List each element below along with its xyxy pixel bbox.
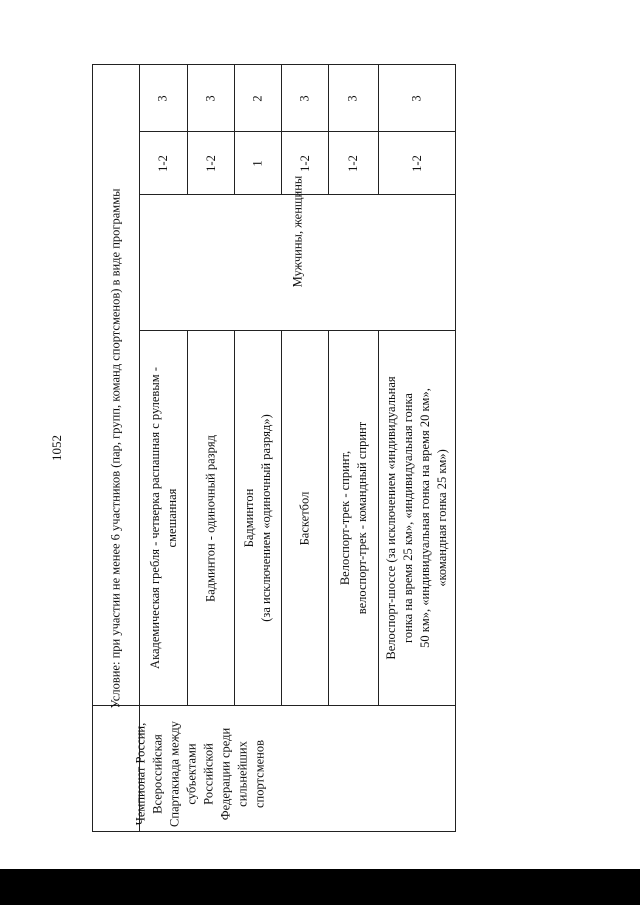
discipline-text-1: Академическая гребля - четверка распашная с рулевым - смешанная (147, 367, 179, 669)
places-row-5 (328, 131, 379, 195)
rank-text-3: 2 (250, 94, 265, 102)
page-number-text: 1052 (49, 435, 64, 461)
competition-cell (133, 705, 456, 832)
discipline-text-2: Бадминтон - одиночный разряд (203, 434, 218, 602)
discipline-row-3 (234, 330, 282, 706)
discipline-row-1 (139, 330, 188, 706)
places-text-3: 1 (250, 159, 265, 167)
rank-text-5: 3 (346, 94, 360, 102)
discipline-row-2 (187, 330, 235, 706)
rank-row-4 (281, 64, 329, 132)
rank-text-1: 3 (156, 94, 170, 102)
rank-row-5 (328, 64, 379, 132)
rank-row-3 (234, 64, 282, 132)
places-row-6 (378, 131, 456, 195)
places-row-4 (281, 131, 329, 195)
places-text-4: 1-2 (297, 154, 312, 172)
places-row-1 (139, 131, 188, 195)
scan-bottom-bar (0, 869, 640, 905)
discipline-text-4: Баскетбол (297, 491, 312, 545)
page-number (47, 428, 67, 468)
rank-text-4: 3 (297, 94, 312, 102)
competition-text: Чемпионат России, Всероссийская Спартакиада между субъектами Российской Федерации среди сильнейших спортсменов (133, 721, 267, 827)
discipline-text-3: Бадминтон (за исключением «одиночный разряд») (242, 414, 273, 622)
rank-row-1 (139, 64, 188, 132)
places-text-2: 1-2 (203, 154, 218, 172)
discipline-text-5: Велоспорт-трек - спринт, велоспорт-трек - командный спринт (337, 421, 369, 615)
discipline-row-5 (328, 330, 379, 706)
places-row-2 (187, 131, 235, 195)
places-row-3 (234, 131, 282, 195)
discipline-row-6 (378, 330, 456, 706)
gender-text: Мужчины, женщины (290, 175, 304, 287)
condition-text: Условие: при участии не менее 6 участников (пар, групп, команд спортсменов) в виде программы (108, 187, 123, 709)
rank-text-2: 3 (203, 94, 218, 102)
rank-row-6 (378, 64, 456, 132)
rank-row-2 (187, 64, 235, 132)
places-text-1: 1-2 (155, 154, 170, 172)
discipline-text-6: Велоспорт-шоссе (за исключением «индивидуальная гонка на время 25 км», «индивидуальная гонка 50 км», «индивидуальная гонка на время 20 км», «командная гонка 25 км») (384, 376, 449, 660)
discipline-row-4 (281, 330, 329, 706)
rank-text-6: 3 (409, 94, 424, 102)
places-text-5: 1-2 (345, 154, 360, 172)
places-text-6: 1-2 (409, 154, 424, 172)
